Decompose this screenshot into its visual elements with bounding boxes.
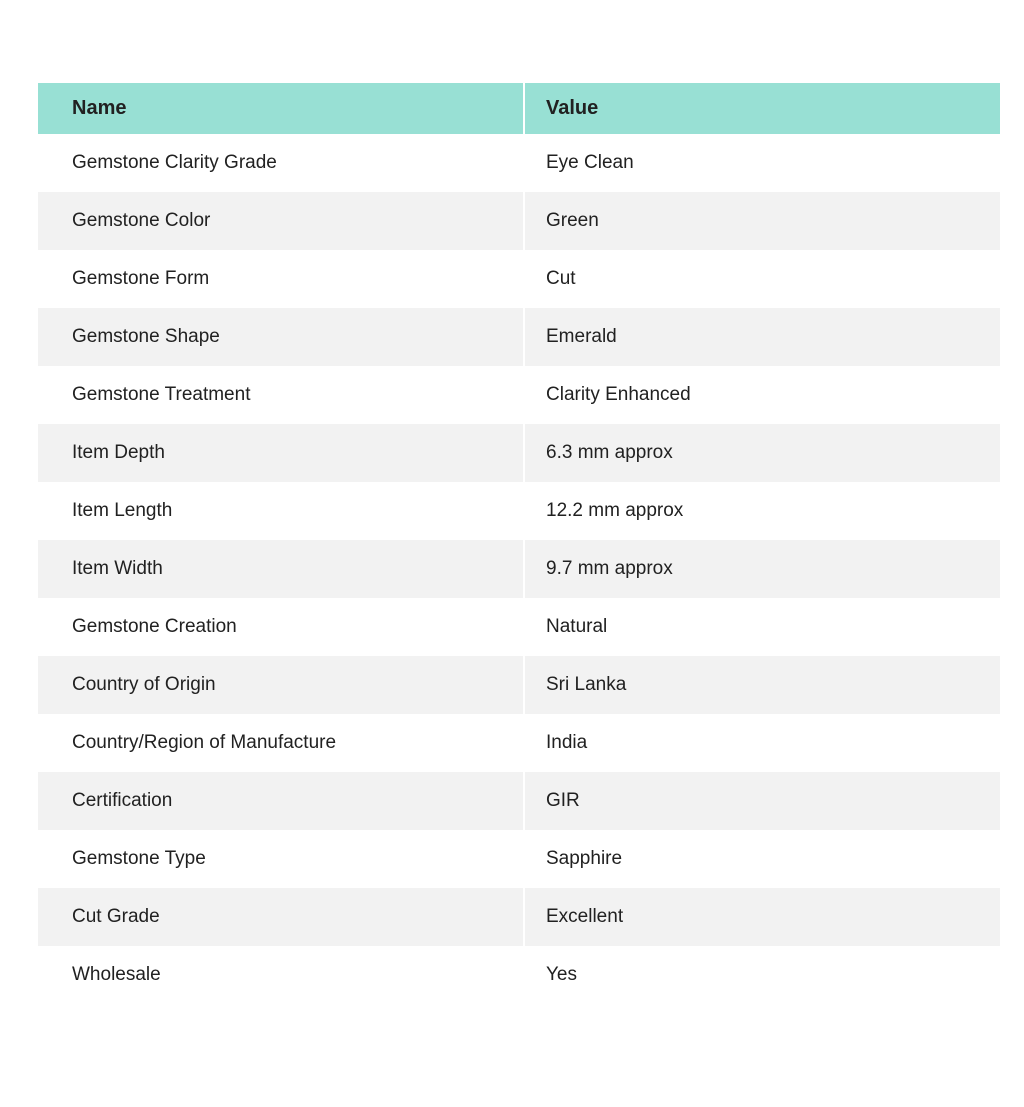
- name-cell: Wholesale: [38, 946, 524, 1004]
- value-cell: Sri Lanka: [524, 656, 1000, 714]
- table-row: [38, 482, 1000, 540]
- name-cell: Cut Grade: [38, 888, 524, 946]
- name-cell: Item Width: [38, 540, 524, 598]
- value-cell: GIR: [524, 772, 1000, 830]
- table-header: [38, 83, 1000, 134]
- value-cell: Green: [524, 192, 1000, 250]
- name-cell: Gemstone Creation: [38, 598, 524, 656]
- name-cell: Gemstone Form: [38, 250, 524, 308]
- value-cell: 6.3 mm approx: [524, 424, 1000, 482]
- value-cell: 9.7 mm approx: [524, 540, 1000, 598]
- table-row: [38, 830, 1000, 888]
- table-row: [38, 424, 1000, 482]
- name-cell: Country of Origin: [38, 656, 524, 714]
- name-cell: Item Length: [38, 482, 524, 540]
- value-cell: Cut: [524, 250, 1000, 308]
- value-cell: Clarity Enhanced: [524, 366, 1000, 424]
- value-cell: Eye Clean: [524, 134, 1000, 192]
- value-cell: India: [524, 714, 1000, 772]
- table-row: [38, 714, 1000, 772]
- table-body: [38, 134, 1000, 1004]
- header-cell-name: Name: [38, 83, 524, 134]
- item-specifics-table: [38, 83, 1000, 1004]
- table-row: [38, 598, 1000, 656]
- value-cell: Sapphire: [524, 830, 1000, 888]
- header-cell-value: Value: [524, 83, 1000, 134]
- table-row: [38, 656, 1000, 714]
- table-row: [38, 250, 1000, 308]
- table-row: [38, 134, 1000, 192]
- table-row: [38, 946, 1000, 1004]
- value-cell: Excellent: [524, 888, 1000, 946]
- value-cell: Natural: [524, 598, 1000, 656]
- table-row: [38, 366, 1000, 424]
- name-cell: Gemstone Treatment: [38, 366, 524, 424]
- name-cell: Gemstone Type: [38, 830, 524, 888]
- table-row: [38, 308, 1000, 366]
- value-cell: 12.2 mm approx: [524, 482, 1000, 540]
- table-row: [38, 772, 1000, 830]
- name-cell: Gemstone Shape: [38, 308, 524, 366]
- name-cell: Gemstone Clarity Grade: [38, 134, 524, 192]
- table-row: [38, 888, 1000, 946]
- name-cell: Gemstone Color: [38, 192, 524, 250]
- value-cell: Emerald: [524, 308, 1000, 366]
- table-row: [38, 192, 1000, 250]
- name-cell: Country/Region of Manufacture: [38, 714, 524, 772]
- name-cell: Certification: [38, 772, 524, 830]
- table-row: [38, 540, 1000, 598]
- value-cell: Yes: [524, 946, 1000, 1004]
- name-cell: Item Depth: [38, 424, 524, 482]
- header-row: [38, 83, 1000, 134]
